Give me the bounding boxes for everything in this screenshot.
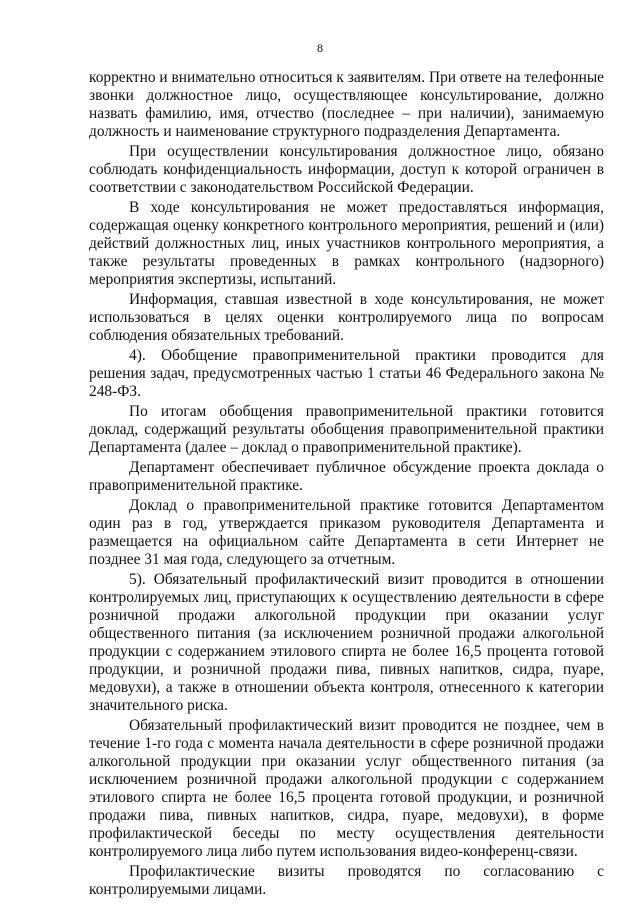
paragraph-answer-duties: корректно и внимательно относиться к заявителям. При ответе на телефонные звонки должностное лицо, осуществляющее консультирование, должно назвать фамилию, имя, отчество (последнее – при наличии), занимаемую должность и наименование структурного подразделения Департамента.	[89, 69, 604, 140]
paragraph-info-usage: Информация, ставшая известной в ходе консультирования, не может использоваться в целях оценки контролируемого лица по вопросам соблюдения обязательных требований.	[89, 291, 604, 344]
paragraph-mandatory-visit: 5). Обязательный профилактический визит проводится в отношении контролируемых лиц, приступающих к осуществлению деятельности в сфере розничной продажи алкогольной продукции при оказании услуг общественного питания (за исключением розничной продажи алкогольной продукции с содержанием этилового спирта не более 16,5 процента готовой продукции, и розничной продажи пива, пивных напитков, сидра, пуаре, медовухи), а также в отношении объекта контроля, отнесенного к категории значительного риска.	[89, 571, 604, 714]
page-number: 8	[317, 41, 323, 55]
paragraph-practice-generalization: 4). Обобщение правоприменительной практики проводится для решения задач, предусмотренных частью 1 статьи 46 Федерального закона № 248-ФЗ.	[89, 347, 604, 400]
document-body	[89, 69, 604, 899]
paragraph-visit-timing: Обязательный профилактический визит проводится не позднее, чем в течение 1-го года с момента начала деятельности в сфере розничной продажи алкогольной продукции при оказании услуг общественного питания (за исключением розничной продажи алкогольной продукции с содержанием этилового спирта не более 16,5 процента готовой продукции, и розничной продажи пива, пивных напитков, сидра, пуаре, медовухи), в форме профилактической беседы по месту осуществления деятельности контролируемого лица либо путем использования видео-конференц-связи.	[89, 717, 604, 860]
paragraph-public-discussion: Департамент обеспечивает публичное обсуждение проекта доклада о правоприменительной практике.	[89, 459, 604, 494]
paragraph-report-prepared: По итогам обобщения правоприменительной практики готовится доклад, содержащий результаты обобщения правоприменительной практики Департамента (далее – доклад о правоприменительной практике).	[89, 403, 604, 456]
paragraph-confidentiality: При осуществлении консультирования должностное лицо, обязано соблюдать конфиденциальность информации, доступ к которой ограничен в соответствии с законодательством Российской Федерации.	[89, 143, 604, 196]
paragraph-restricted-info: В ходе консультирования не может предоставляться информация, содержащая оценку конкретного контрольного мероприятия, решений и (или) действий должностных лиц, иных участников контрольного мероприятия, а также результаты проведенных в рамках контрольного (надзорного) мероприятия экспертизы, испытаний.	[89, 199, 604, 288]
paragraph-report-publication: Доклад о правоприменительной практике готовится Департаментом один раз в год, утверждается приказом руководителя Департамента и размещается на официальном сайте Департамента в сети Интернет не позднее 31 мая года, следующего за отчетным.	[89, 497, 604, 568]
paragraph-visit-agreement: Профилактические визиты проводятся по согласованию с контролируемыми лицами.	[89, 863, 604, 898]
